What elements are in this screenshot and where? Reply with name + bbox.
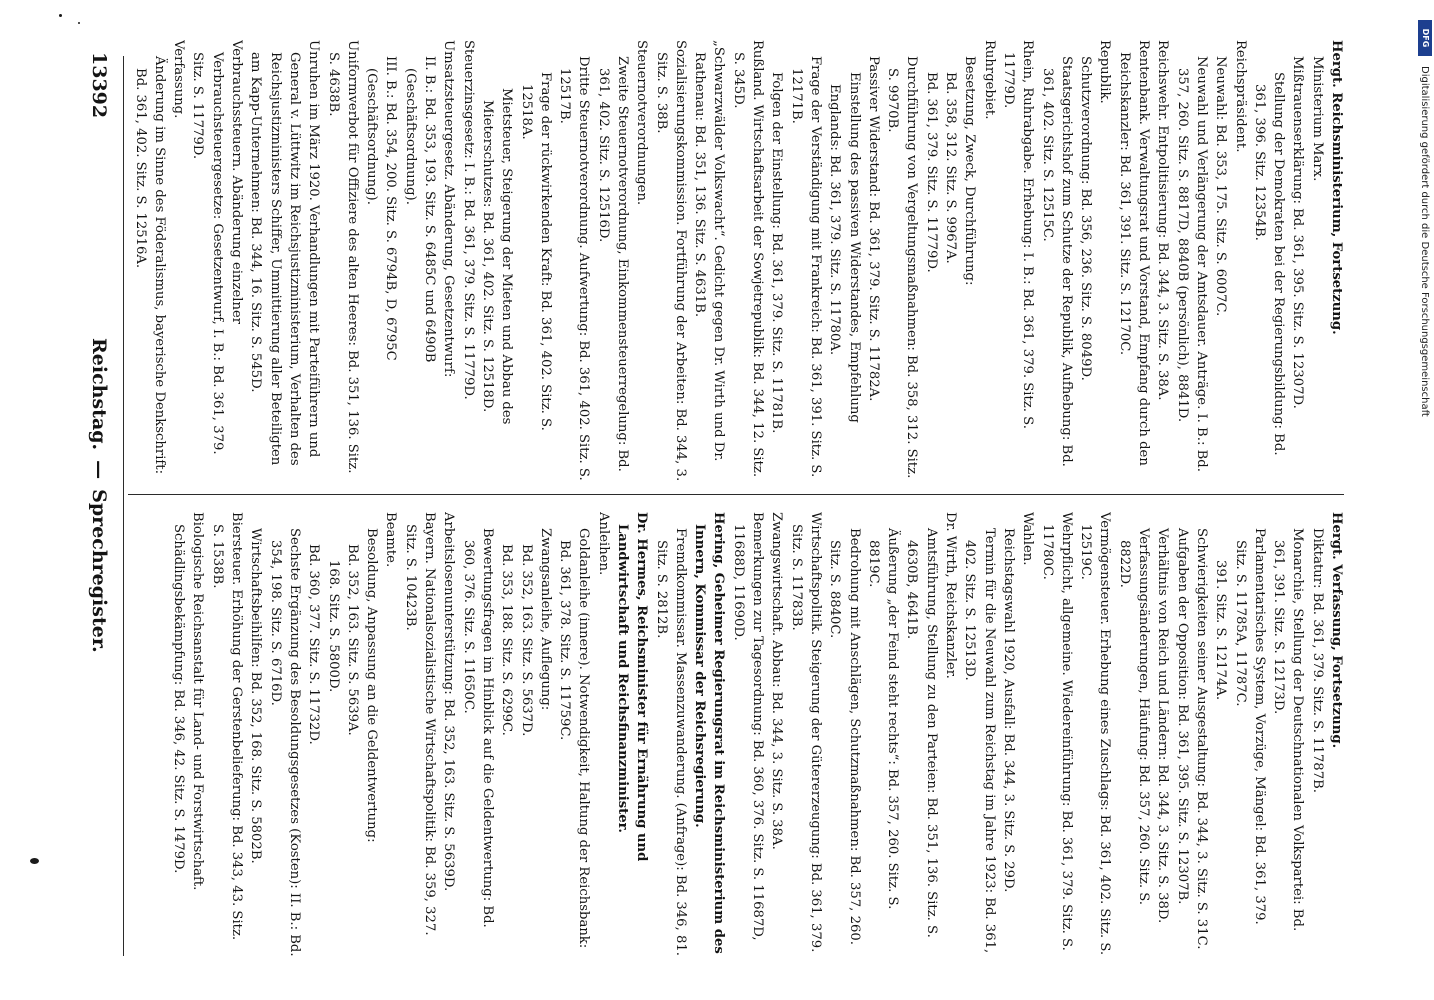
register-entry: 168. Sitz. S. 5800D. [325, 560, 341, 693]
register-entry: Mietsteuer, Steigerung der Mieten und Abbau des Mieterschutzes: Bd. 361, 402. Sitz. S. 12518D. [479, 88, 515, 425]
register-entry: Wahlen. [1020, 512, 1036, 566]
register-entry: Anleihen. [595, 512, 611, 576]
register-entry: Frage der rückwirkenden Kraft: Bd. 361, 402. Sitz. S. 12518A. [518, 72, 553, 431]
register-entry: Bd. 358, 312. Sitz. S. 9967A. [943, 72, 959, 264]
register-entry: Zwangswirtschaft. Abbau: Bd. 344, 3. Sitz. S. 38A. [769, 512, 785, 850]
register-entry: Rhein, Ruhrabgabe. Erhebung: I. B.: Bd. 361, 379. Sitz. S. 11779D. [1000, 40, 1036, 429]
register-entry: Passiver Widerstand: Bd. 361, 379. Sitz. S. 11782A. [865, 56, 881, 402]
register-entry: Staatsgerichtshof zum Schutze der Republik, Aufhebung: Bd. 361, 402. Sitz. S. 12515C. [1039, 56, 1074, 467]
scan-speck [30, 858, 39, 864]
register-entry: Aufgaben der Opposition: Bd. 361, 395. Sitz. S. 12307B. [1174, 528, 1190, 905]
register-entry: Durchführung von Vergeltungsmaßnahmen: Bd. 358, 312. Sitz. S. 9970B. [885, 56, 920, 479]
register-entry: Monarchie, Stellung der Deutschnationalen Volkspartei: Bd. 361, 391. Sitz. S. 12173D. [1271, 528, 1306, 932]
register-entry: 391. Sitz. S. 12174A. [1213, 560, 1229, 701]
register-entry: Vermögensteuer. Erhebung eines Zuschlags: Bd. 361, 402. Sitz. S. 12519C. [1078, 512, 1113, 956]
register-entry: Verfassung. [171, 40, 187, 119]
register-entry: Äußerung „der Feind steht rechts“: Bd. 357, 260. Sitz. S. 8819C. [865, 528, 901, 910]
register-entry: Einstellung des passiven Widerstandes, Empfehlung Englands: Bd. 361, 379. Sitz. S. 11780A. [827, 72, 862, 423]
register-entry: Fremdkommissar. Massenzuwanderung. (Anfrage): Bd. 346, 81. Sitz. S. 2812B. [653, 528, 688, 956]
register-entry: Hergt. Reichsministerium, Fortsetzung. [1329, 40, 1344, 335]
register-entry: Schutzverordnung: Bd. 356, 236. Sitz. S. 8049D. [1078, 56, 1094, 381]
register-entry: Sozialisierungskommission. Fortführung der Arbeiten: Bd. 344, 3. Sitz. S. 38B. [653, 40, 688, 482]
register-entry: Ruhrgebiet. [981, 40, 997, 120]
register-entry: Sechste Ergänzung des Besoldungsgesetzes (Kosten): II. B.: Bd. 354, 198. Sitz. S. 6716D. [267, 528, 302, 957]
register-entry: Uniformverbot für Offiziere des alten Heeres: Bd. 351, 136. Sitz. S. 4638B. [325, 40, 360, 474]
register-entry: Bedrohung mit Anschlägen, Schutzmaßnahmen: Bd. 357, 260. Sitz. S. 8840C. [827, 528, 862, 945]
register-entry: Wirtschaftspolitik. Steigerung der Gütererzeugung: Bd. 361, 379. Sitz. S. 11783B. [788, 512, 823, 953]
register-entry: Reichswehr. Entpolitisierung: Bd. 344, 3. Sitz. S. 38A. [1155, 40, 1171, 401]
register-entry: Wehrpflicht, allgemeine. Wiedereinführung: Bd. 361, 379. Sitz. S. 11780C. [1039, 512, 1074, 951]
register-entry: Dritte Steuernotverordnung. Aufwertung: Bd. 361, 402. Sitz. S. 12517B. [557, 56, 592, 481]
register-entry: Dr. Wirth, Reichskanzler. [943, 512, 959, 679]
register-entry: Republik. [1097, 40, 1113, 104]
register-entry: Reichstagswahl 1920, Ausfall: Bd. 344, 3. Sitz. S. 29D. [1000, 528, 1016, 893]
digitization-footer [1414, 0, 1432, 1000]
header-rule [123, 56, 124, 956]
register-entry: Steuerzinsgesetz: I. B.: Bd. 361, 379. Sitz. S. 11779D. [460, 40, 476, 400]
right-column [128, 512, 1346, 957]
register-entry: Neuwahl: Bd. 353, 175. Sitz. S. 6007C. [1213, 56, 1229, 317]
register-entry: Bayern. Nationalsozialistische Wirtschaftspolitik: Bd. 359, 327. Sitz. S. 10423B. [402, 512, 438, 936]
scan-speck [59, 14, 62, 17]
register-entry: Termin für die Neuwahl zum Reichstag im Jahre 1923: Bd. 361, 402. Sitz. S. 12513D. [962, 528, 997, 954]
register-entry: Mißtrauenserklärung: Bd. 361, 395. Sitz. S. 12307D. [1290, 56, 1306, 409]
register-entry: Rentenbank. Verwaltungsrat und Vorstand, Empfang durch den Reichskanzler: Bd. 361, 391. Sitz. S. 12170C. [1116, 40, 1152, 466]
register-entry: Verbrauchssteuern. Abänderung einzelner Verbrauchsteuergesetze: Gesetzentwurf, I. B.: Bd. 361, 379. Sitz. S. 11779D. [190, 40, 245, 455]
register-entry: Rußland. Wirtschaftsarbeit der Sowjetrepublik: Bd. 344, 12. Sitz. S. 345D. [730, 40, 766, 478]
register-entry: Bewertungsfragen im Hinblick auf die Geldentwertung: Bd. 360, 376. Sitz. S. 11650C. [460, 528, 495, 928]
register-entry: Zweite Steuernotverordnung, Einkommensteuerregelung: Bd. 361, 402. Sitz. S. 12516D. [595, 56, 631, 472]
register-entry: Biologische Reichsanstalt für Land- und Forstwirtschaft. Schädlingsbekämpfung: Bd. 346, 42. Sitz. S. 1479D. [171, 512, 206, 891]
register-entry: Neuwahl und Verlängerung der Amtsdauer. Anträge. I. B.: Bd. 357, 260. Sitz. S. 8817D, 8840B (persönlich), 8841D. [1174, 56, 1209, 472]
footer-text: Digitalisierung gefördert durch die Deutsche Forschungsgemeinschaft [1419, 66, 1430, 417]
register-entry: Bd. 360, 377. Sitz. S. 11732D. [306, 544, 322, 745]
register-entry: Folgen der Einstellung: Bd. 361, 379. Sitz. S. 11781B. [769, 72, 785, 434]
running-head-left: Reichstag. [88, 338, 110, 451]
register-entry: „Schwarzwälder Volkswacht“. Gedicht gegen Dr. Wirth und Dr. Rathenau: Bd. 351, 136. Sitz. S. 4631B. [692, 40, 727, 462]
register-entry: Hering, Geheimer Regierungsrat im Reichsministerium des Innern, Kommissar der Reichsregierung. [692, 512, 727, 954]
register-entry: Besetzung, Zweck, Durchführung: [962, 56, 978, 286]
register-entry: Schwierigkeiten seiner Ausgestaltung: Bd. 344, 3. Sitz. S. 31C. [1193, 528, 1209, 950]
register-entry: Umsatzsteuergesetz. Abänderung, Gesetzentwurf: [441, 40, 457, 378]
register-entry: Arbeitslosenunterstützung: Bd. 352, 163. Sitz. S. 5639D. [441, 512, 457, 892]
page-header [78, 28, 118, 972]
running-head-right: Sprechregister. [88, 489, 110, 653]
dfg-logo: DFG [1418, 20, 1432, 56]
register-entry: Parlamentarisches System, Vorzüge, Mängel: Bd. 361, 379. Sitz. S. 11785A, 11787C. [1232, 528, 1267, 925]
scan-speck [78, 22, 80, 24]
register-entry: Dr. Hermes, Reichsminister für Ernährung und Landwirtschaft und Reichsfinanzminister. [615, 512, 650, 862]
register-entry: Beamte. [383, 512, 399, 568]
register-entry: Bd. 353, 188. Sitz. S. 6299C. [499, 544, 515, 736]
register-entry: Hergt. Verfassung, Fortsetzung. [1329, 512, 1344, 749]
register-entry: Änderung im Sinne des Föderalismus, bayerische Denkschrift: Bd. 361, 402. Sitz. S. 12516A. [132, 56, 167, 475]
register-entry: III. B.: Bd. 354, 200. Sitz. S. 6794B, D, 6795C (Geschäftsordnung). [364, 56, 399, 361]
register-entry: Bd. 352, 163. Sitz. S. 5637D. [518, 544, 534, 737]
running-head-dash: — [88, 460, 110, 480]
register-entry: Biersteuer. Erhöhung der Gerstenbelieferung: Bd. 343, 43. Sitz. S. 1538B. [209, 512, 245, 941]
left-column [128, 40, 1346, 485]
register-entry: Reichspräsident. [1232, 40, 1248, 153]
register-entry: Stellung der Demokraten bei der Regierungsbildung: Bd. 361, 396. Sitz. 12354B. [1251, 72, 1287, 456]
register-entry: Besoldung, Anpassung an die Geldentwertung: [364, 528, 380, 843]
register-entry: Ministerium Marx. [1309, 56, 1325, 182]
register-entry: Bemerkungen zur Tagesordnung: Bd. 360, 376. Sitz. S. 11687D, 11688D, 11690D. [730, 512, 766, 941]
register-entry: Zwangsanleihe, Auflegung: [537, 528, 553, 711]
register-entry: II. B.: Bd. 353, 193. Sitz. S. 6485C und 6490B (Geschäftsordnung). [402, 56, 438, 363]
register-entry: Wirtschaftsbeihilfen: Bd. 352, 168. Sitz. S. 5802B. [248, 528, 264, 864]
register-entry: Frage der Verständigung mit Frankreich: Bd. 361, 391. Sitz. S. 12171B. [788, 56, 823, 478]
running-head [88, 338, 110, 653]
register-entry: Bd. 352, 163. Sitz. S. 5639A. [344, 544, 360, 736]
register-entry: Verhältnis von Reich und Ländern: Bd. 344, 3. Sitz. S. 38D. [1155, 528, 1171, 924]
register-entry: Goldanleihe (innere). Notwendigkeit, Haltung der Reichsbank: Bd. 361, 378. Sitz. S. 11759C. [557, 528, 592, 949]
register-entry: Diktatur: Bd. 361, 379. Sitz. S. 11787B. [1309, 528, 1325, 793]
page-number: 13392 [88, 52, 110, 119]
register-entry: Steuernotverordnungen. [634, 40, 650, 206]
column-divider [128, 494, 1344, 495]
register-entry: Verfassungsänderungen, Häufung: Bd. 357, 260. Sitz. S. 8822D. [1116, 528, 1152, 905]
register-entry: Bd. 361, 379. Sitz. S. 11779D. [923, 72, 939, 273]
register-entry: Unruhen im März 1920. Verhandlungen mit Parteiführern und General v. Lüttwitz im Reichsjustizministerium, Verhalten des Reichsjustizministers Schiffer, Ummittierung aller Beteiligten am Kapp-Unternehmen: Bd. 344, 16. Sitz. S. 545D. [248, 40, 322, 466]
register-entry: Amtsführung, Stellung zu den Parteien: Bd. 351, 136. Sitz. S. 4630B, 4641B. [904, 528, 939, 938]
